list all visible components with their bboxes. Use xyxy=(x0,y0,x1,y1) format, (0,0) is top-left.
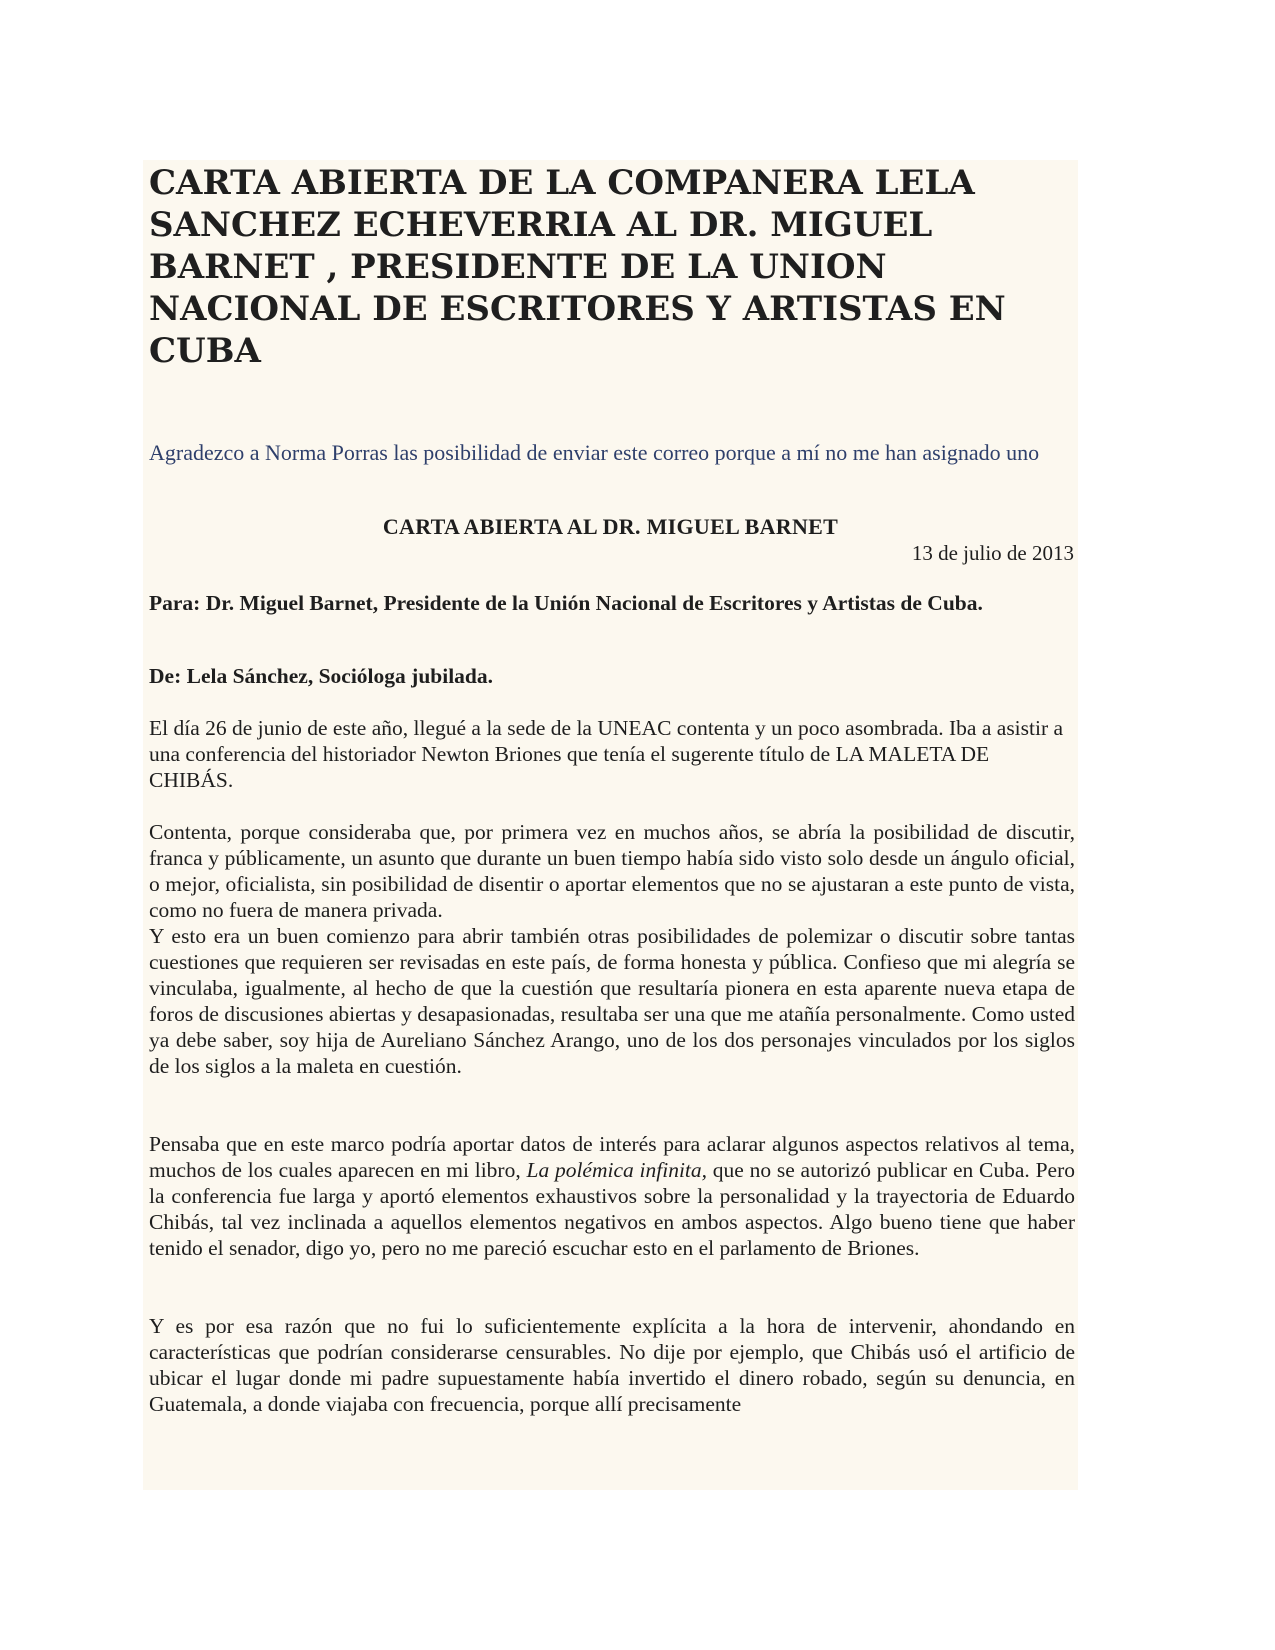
letter-text-block xyxy=(143,160,1078,1490)
document-title: CARTA ABIERTA DE LA COMPANERA LELA SANCHEZ ECHEVERRIA AL DR. MIGUEL BARNET , PRESIDENTE DE LA UNION NACIONAL DE ESCRITORES Y ARTISTAS EN CUBA xyxy=(149,163,1006,371)
recipient-line: Para: Dr. Miguel Barnet, Presidente de la Unión Nacional de Escritores y Artistas de Cuba. xyxy=(149,591,983,615)
paragraph-3-before: Pensaba que en este marco podría aportar datos de interés para aclarar algunos aspectos relativos al tema, muchos de los cuales aparecen en mi libro, xyxy=(149,1132,1075,1182)
sender-line: De: Lela Sánchez, Socióloga jubilada. xyxy=(149,664,494,688)
book-title: La polémica infinita, xyxy=(526,1158,708,1182)
paragraph-2-part-a: Contenta, porque consideraba que, por primera vez en muchos años, se abría la posibilidad de discutir, franca y públicamente, un asunto que durante un buen tiempo había sido visto solo desde un ángulo oficial, o mejor, oficialista, sin posibilidad de disentir o aportar elementos que no se ajustaran a este punto de vista, como no fuera de manera privada. xyxy=(149,820,1075,922)
letter-date: 13 de julio de 2013 xyxy=(911,541,1074,565)
paragraph-3-after: que no se autorizó publicar en Cuba. Pero la conferencia fue larga y aportó elementos exhaustivos sobre la personalidad y la trayectoria de Eduardo Chibás, tal vez inclinada a aquellos elementos negativos en ambos aspectos. Algo bueno tiene que haber tenido el senador, digo yo, pero no me pareció escuchar esto en el parlamento de Briones. xyxy=(149,1158,1075,1260)
paragraph-4: Y es por esa razón que no fui lo suficientemente explícita a la hora de intervenir, ahondando en características que podrían considerarse censurables. No dije por ejemplo, que Chibás usó el artificio de ubicar el lugar donde mi padre supuestamente había invertido el dinero robado, según su denuncia, en Guatemala, a donde viajaba con frecuencia, porque allí precisamente xyxy=(149,1314,1075,1416)
intro-note: Agradezco a Norma Porras las posibilidad de enviar este correo porque a mí no me han asignado uno xyxy=(149,440,1040,465)
paragraph-2 xyxy=(149,819,1075,1079)
letter-heading: CARTA ABIERTA AL DR. MIGUEL BARNET xyxy=(382,514,839,539)
paragraph-2-part-b: Y esto era un buen comienzo para abrir también otras posibilidades de polemizar o discutir sobre tantas cuestiones que requieren ser revisadas en este país, de forma honesta y pública. Confieso que mi alegría se vinculaba, igualmente, al hecho de que la cuestión que resultaría pionera en esta aparente nueva etapa de foros de discusiones abiertas y desapasionadas, resultaba ser una que me atañía personalmente. Como usted ya debe saber, soy hija de Aureliano Sánchez Arango, uno de los dos personajes vinculados por los siglos de los siglos a la maleta en cuestión. xyxy=(149,924,1075,1078)
paragraph-3 xyxy=(149,1131,1075,1261)
paragraph-1: El día 26 de junio de este año, llegué a la sede de la UNEAC contenta y un poco asombrada. Iba a asistir a una conferencia del historiador Newton Briones que tenía el sugerente título de LA MALETA DE CHIBÁS. xyxy=(149,716,1064,792)
